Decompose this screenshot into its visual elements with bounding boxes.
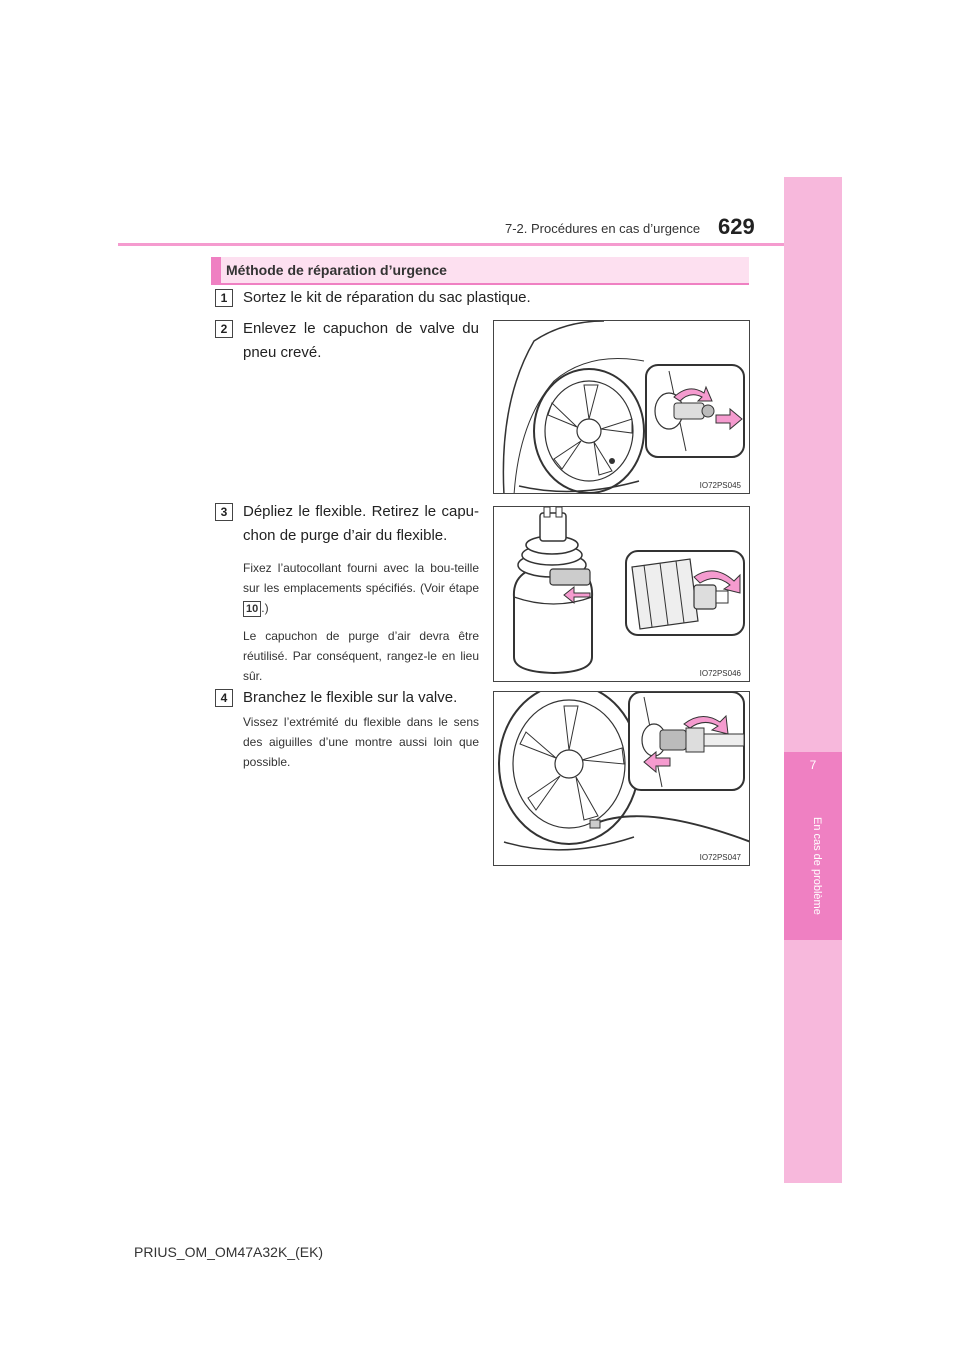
step-3-note-sticker-end: .) (261, 601, 269, 615)
figure-id: IO72PS047 (699, 853, 741, 862)
sealant-bottle-illustration (494, 507, 750, 682)
step-3-text: Dépliez le flexible. Retirez le capu-chon de purge d’air du flexible. (243, 503, 479, 544)
step-4-note: Vissez l’extrémité du flexible dans le sens des aiguilles d’une montre aussi loin que possible. (243, 715, 479, 769)
chapter-title: En cas de problème (811, 817, 823, 915)
step-1-text: Sortez le kit de réparation du sac plastique. (243, 289, 531, 306)
tire-valve-illustration (494, 321, 750, 494)
document-code: PRIUS_OM_OM47A32K_(EK) (134, 1244, 324, 1260)
step-number-1: 1 (215, 289, 233, 307)
step-number-4: 4 (215, 689, 233, 707)
figure-hose-connect (493, 691, 750, 866)
chapter-number: 7 (809, 758, 817, 772)
figure-hose-unfold (493, 506, 750, 682)
step-2-text: Enlevez le capuchon de valve du pneu crevé. (243, 320, 479, 361)
step-3-note-cap: Le capuchon de purge d’air devra être réutilisé. Par conséquent, rangez-le en lieu sûr. (243, 629, 479, 683)
section-title: Méthode de réparation d’urgence (226, 262, 447, 278)
step-reference-box: 10 (243, 601, 261, 617)
header-section-title: 7-2. Procédures en cas d’urgence (505, 221, 701, 236)
step-3-note-sticker-text: Fixez l’autocollant fourni avec la bou-teille sur les emplacements spécifiés. (Voir étape (243, 561, 479, 595)
figure-id: IO72PS046 (699, 669, 741, 678)
hose-valve-illustration (494, 692, 750, 866)
figure-valve-cap-removal (493, 320, 750, 494)
figure-id: IO72PS045 (699, 481, 741, 490)
step-number-3: 3 (215, 503, 233, 521)
step-4-text: Branchez le flexible sur la valve. (243, 689, 458, 706)
step-3-note-sticker (243, 558, 479, 618)
page-number: 629 (718, 214, 755, 239)
chapter-side-tab (784, 177, 842, 1183)
step-number-2: 2 (215, 320, 233, 338)
section-heading-underline (211, 283, 749, 285)
header-rule (118, 243, 784, 246)
